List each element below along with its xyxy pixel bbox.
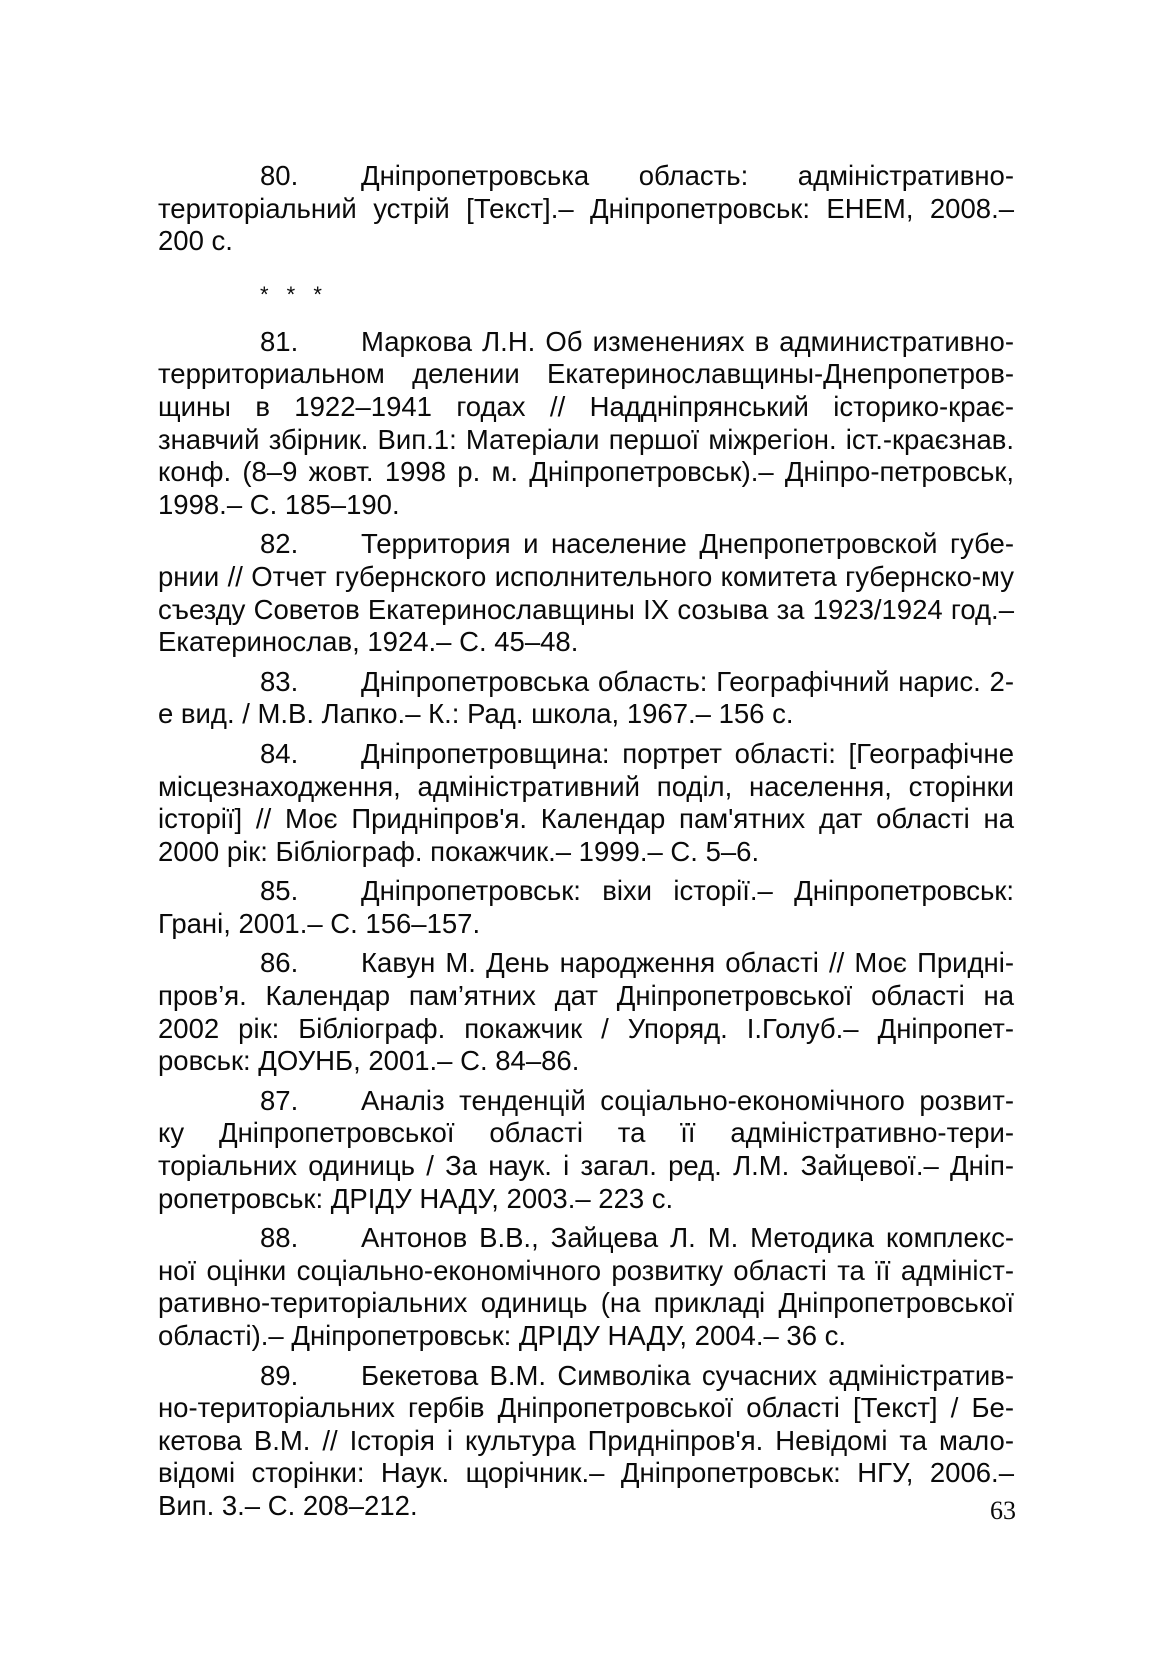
bibliography-entry-85	[158, 875, 1014, 940]
entry-number: 86.	[260, 947, 299, 979]
entry-text: Аналіз тенденцій соціально-економічного розвит-ку Дніпропетровської області та її адміністративно-тери-торіальних одиниць / За наук. і загал. ред. Л.М. Зайцевої.– Дніп-ропетровськ: ДРІДУ НАДУ, 2003.– 223 с.	[158, 1084, 1014, 1214]
entry-text: Бекетова В.М. Символіка сучасних адміністратив-но-територіальних гербів Дніпропетровської області [Текст] / Бе-кетова В.М. // Історія і культура Придніпров'я. Невідомі та мало-відомі сторінки: Наук. щорічник.– Дніпропетровськ: НГУ, 2006.– Вип. 3.– С. 208–212.	[158, 1359, 1014, 1521]
entry-text: Маркова Л.Н. Об изменениях в административно-территориальном делении Екатеринославщины-Днепропетров-щины в 1922–1941 годах // Наддніпрянський історико-крає-знавчий збірник. Вип.1: Матеріали першої міжрегіон. іст.-краєзнав. конф. (8–9 жовт. 1998 р. м. Дніпропетровськ).– Дніпро-петровськ, 1998.– С. 185–190.	[158, 325, 1014, 520]
bibliography-entry-80	[158, 160, 1014, 258]
bibliography-list	[158, 160, 1014, 1530]
entry-text: Дніпропетровська область: адміністративно-територіальний устрій [Текст].– Дніпропетровськ: ЕНЕМ, 2008.– 200 с.	[158, 160, 1014, 257]
page-number: 63	[990, 1496, 1016, 1525]
entry-text: Территория и население Днепропетровской губе-рнии // Отчет губернского исполнительного комитета губернско-му съезду Советов Екатеринославщины IX созыва за 1923/1924 год.– Екатеринослав, 1924.– С. 45–48.	[158, 528, 1014, 658]
bibliography-entry-89	[158, 1360, 1014, 1523]
entry-text: Дніпропетровськ: віхи історії.– Дніпропетровськ: Грані, 2001.– С. 156–157.	[158, 875, 1014, 939]
entry-number: 87.	[260, 1084, 299, 1116]
entry-text: Кавун М. День народження області // Моє Придні-пров’я. Календар пам’ятних дат Дніпропетровської області на 2002 рік: Бібліограф. покажчик / Упоряд. І.Голуб.– Дніпропет-ровськ: ДОУНБ, 2001.– С. 84–86.	[158, 947, 1014, 1077]
bibliography-entry-86	[158, 947, 1014, 1077]
entry-number: 82.	[260, 528, 299, 560]
entry-text: Антонов В.В., Зайцева Л. М. Методика комплекс-ної оцінки соціально-економічного розвитку області та її адмініст-ративно-територіальних одиниць (на прикладі Дніпропетровської області).– Дніпропетровськ: ДРІДУ НАДУ, 2004.– 36 с.	[158, 1222, 1014, 1351]
entry-number: 85.	[260, 875, 299, 907]
bibliography-entry-84	[158, 738, 1014, 868]
entry-number: 84.	[260, 737, 299, 769]
entry-text: Дніпропетровщина: портрет області: [Географічне місцезнаходження, адміністративний поділ, населення, сторінки історії] // Моє Придніпров'я. Календар пам'ятних дат області на 2000 рік: Бібліограф. покажчик.– 1999.– С. 5–6.	[158, 737, 1014, 867]
entry-number: 88.	[260, 1222, 299, 1254]
bibliography-entry-87	[158, 1085, 1014, 1215]
bibliography-entry-88	[158, 1222, 1014, 1352]
section-separator: * * *	[260, 281, 328, 307]
entry-number: 81.	[260, 325, 299, 357]
bibliography-entry-82	[158, 528, 1014, 658]
entry-number: 83.	[260, 665, 299, 697]
bibliography-entry-81	[158, 326, 1014, 522]
entry-number: 89.	[260, 1359, 299, 1391]
bibliography-entry-83	[158, 666, 1014, 731]
entry-text: Дніпропетровська область: Географічний нарис. 2-е вид. / М.В. Лапко.– К.: Рад. школа, 1967.– 156 с.	[158, 665, 1014, 730]
entry-number: 80.	[260, 160, 299, 191]
